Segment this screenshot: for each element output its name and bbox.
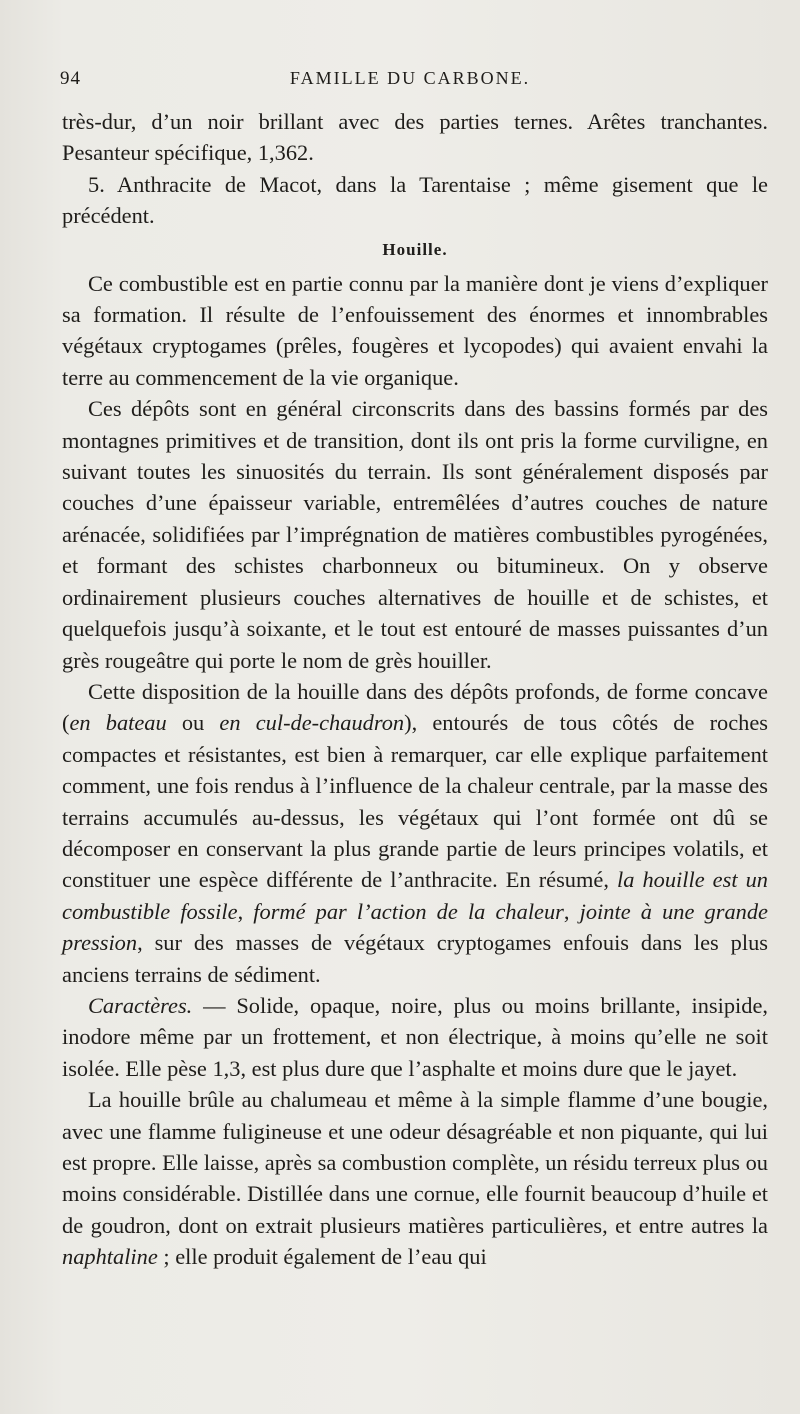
paragraph-anthracite-macot: 5. Anthracite de Macot, dans la Tarentaise ; même gisement que le précédent. bbox=[62, 171, 768, 229]
page-header bbox=[60, 68, 760, 98]
page-number: 94 bbox=[60, 68, 81, 89]
paragraph-combustion bbox=[62, 1084, 768, 1272]
paragraph-intro: Ce combustible est en partie connu par la manière dont je viens d’expliquer sa formation. Il résulte de l’enfouissement des énormes et innombrables végétaux cryptogames (prêles, fougères et lycopodes) qui avaient envahi la terre au commencement de la vie organique. bbox=[62, 270, 768, 390]
text-span: ou bbox=[166, 710, 220, 736]
paragraph-deposits: Ces dépôts sont en général circonscrits dans des bassins formés par des montagnes primitives et de transition, dont ils ont pris la forme curviligne, en suivant toutes les sinuosités du terrain. Ils sont généralement disposés par couches d’une épaisseur variable, entremêlées d’autres couches de nature arénacée, solidifiées par l’imprégnation de matières combustibles pyrogénées, et formant des schistes charbonneux ou bitumineux. On y observe ordinairement plusieurs couches alternatives de houille et de schistes, et quelquefois jusqu’à soixante, et le tout est entouré de masses puissantes d’un grès rougeâtre qui porte le nom de grès houiller. bbox=[62, 396, 768, 673]
text-span: , sur des masses de végétaux cryptogames enfouis dans les plus anciens terrains de sédiment. bbox=[62, 930, 768, 987]
paragraph-continuation: très-dur, d’un noir brillant avec des parties ternes. Arêtes tranchantes. Pesanteur spécifique, 1,362. bbox=[62, 109, 768, 166]
running-title: FAMILLE DU CARBONE. bbox=[289, 68, 531, 88]
text-span: , bbox=[237, 898, 254, 924]
section-heading: Houille. bbox=[382, 239, 448, 259]
italic-span: jointe à une grande pression bbox=[62, 898, 768, 956]
italic-span: formé par l’action de la chaleur bbox=[253, 898, 564, 924]
text-span: ), entourés de tous côtés de roches compactes et résistantes, est bien à remarquer, car elle explique parfaitement comment, une fois rendus à l’influence de la chaleur centrale, par la masse des terrains accumulés au-dessus, les végétaux qui l’ont formée ont dû se décomposer en conservant la plus grande partie de leurs principes volatils, et constituer une espèce différente de l’anthracite. En résumé, bbox=[62, 710, 769, 893]
text-span: — Solide, opaque, noire, plus ou moins brillante, insipide, inodore même par un frottement, et non électrique, à moins qu’elle ne soit isolée. Elle pèse 1,3, est plus dure que l’asphalte et moins dure que le jayet. bbox=[62, 992, 768, 1081]
italic-span: naphtaline bbox=[62, 1244, 158, 1270]
paragraph-disposition bbox=[62, 676, 768, 990]
paragraph-caracteres bbox=[62, 990, 768, 1084]
text-span: Cette disposition de la houille dans des dépôts profonds, de forme concave ( bbox=[62, 678, 768, 736]
italic-span: en bateau bbox=[69, 710, 167, 736]
caracteres-label: Caractères. bbox=[88, 992, 193, 1018]
italic-span: la houille est un combustible fossile bbox=[62, 867, 768, 924]
italic-span: en cul-de-chaudron bbox=[219, 710, 405, 736]
body-text bbox=[62, 106, 768, 1273]
text-span: ; elle produit également de l’eau qui bbox=[157, 1244, 487, 1270]
text-span: La houille brûle au chalumeau et même à la simple flamme d’une bougie, avec une flamme fuligineuse et une odeur désagréable et non piquante, qui lui est propre. Elle laisse, après sa combustion complète, un résidu terreux plus ou moins considérable. Distillée dans une cornue, elle fournit beaucoup d’huile et de goudron, dont on extrait plusieurs matières particulières, et entre autres la bbox=[62, 1087, 768, 1238]
text-span: , bbox=[563, 898, 580, 924]
